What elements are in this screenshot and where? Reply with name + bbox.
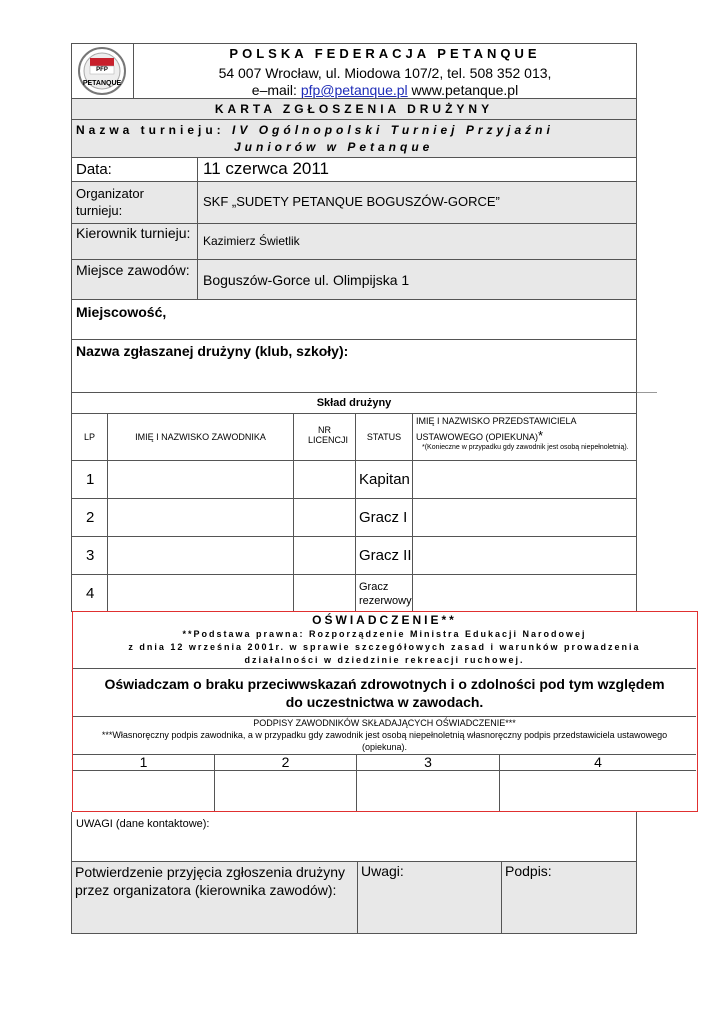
row-license-cell[interactable] — [294, 575, 356, 612]
roster-title-text: Skład drużyny — [316, 397, 392, 409]
table-row — [71, 499, 637, 537]
confirmation-signature-label: Podpis: — [505, 863, 552, 879]
info-value-date: 11 czerwca 2011 — [203, 159, 329, 178]
col-guardian — [416, 415, 634, 452]
col-guardian-text: IMIĘ I NAZWISKO PRZEDSTAWICIELA USTAWOWEGO (OPIEKUNA) — [416, 416, 577, 442]
email-prefix: e–mail: — [251, 82, 301, 98]
confirmation-notes[interactable] — [358, 862, 502, 933]
remarks-row[interactable] — [71, 812, 637, 862]
org-address: 54 007 Wrocław, ul. Miodowa 107/2, tel. 508 352 013, — [218, 65, 552, 81]
signature-col-number: 1 — [139, 754, 148, 770]
team-name-row[interactable] — [71, 340, 637, 393]
signature-field-2[interactable] — [215, 771, 357, 811]
legal-line3: działalności w dziedzinie rekreacji ruchowej. — [244, 655, 525, 665]
col-guardian-star: * — [538, 428, 544, 443]
row-status: Gracz II — [356, 537, 413, 574]
legal-line1: **Podstawa prawna: Rozporządzenie Ministra Edukacji Narodowej — [182, 629, 587, 639]
divider — [73, 668, 696, 669]
info-row-date — [71, 158, 637, 182]
info-row-manager — [71, 224, 637, 260]
info-label-manager: Kierownik turnieju: — [72, 224, 198, 259]
tournament-block — [71, 120, 637, 158]
info-label-organizer: Organizator turnieju: — [72, 182, 198, 223]
col-guardian-note: *(Konieczne w przypadku gdy zawodnik jest osobą niepełnoletnią). — [422, 444, 629, 451]
signature-grid — [73, 754, 696, 811]
logo — [72, 44, 134, 99]
table-row — [71, 537, 637, 575]
confirmation-row — [71, 862, 637, 934]
statement-title: OŚWIADCZENIE** — [312, 613, 457, 627]
signature-col-number: 3 — [424, 754, 432, 770]
email-link[interactable]: pfp@petanque.pl — [300, 82, 408, 98]
info-row-venue — [71, 260, 637, 300]
row-license-cell[interactable] — [294, 537, 356, 574]
form-title — [71, 99, 637, 120]
confirmation-signature[interactable] — [502, 862, 636, 933]
website: www.petanque.pl — [407, 82, 519, 98]
row-lp: 4 — [72, 575, 108, 612]
row-status: Kapitan — [356, 461, 413, 498]
logo-text-bottom: PETANQUE — [82, 80, 122, 87]
row-status: Gracz rezerwowy — [356, 575, 413, 612]
col-name: IMIĘ I NAZWISKO ZAWODNIKA — [108, 414, 294, 460]
remarks-label: UWAGI (dane kontaktowe): — [76, 818, 210, 830]
col-lp: LP — [72, 414, 108, 460]
tournament-line1 — [76, 123, 554, 137]
row-name-cell[interactable] — [108, 575, 294, 612]
logo-text-top: PFP — [96, 67, 108, 73]
roster-header-row — [71, 414, 637, 461]
signature-col-number: 4 — [594, 754, 602, 770]
row-name-cell[interactable] — [108, 461, 294, 498]
row-guardian-cell[interactable] — [413, 461, 637, 498]
row-guardian-cell[interactable] — [413, 499, 637, 536]
signatures-note: ***Własnoręczny podpis zawodnika, a w przypadku gdy zawodnik jest osobą niepełnoletnią własnoręczny podpis przedstawiciela ustawowego (opiekuna). — [101, 730, 668, 752]
tournament-name-line1: IV Ogólnopolski Turniej Przyjaźni — [232, 123, 554, 137]
city-row[interactable] — [71, 300, 637, 340]
info-value-organizer: SKF „SUDETY PETANQUE BOGUSZÓW-GORCE” — [203, 194, 500, 209]
row-lp: 2 — [72, 499, 108, 536]
row-name-cell[interactable] — [108, 499, 294, 536]
signature-field-4[interactable] — [500, 771, 696, 811]
signatures-title: PODPISY ZAWODNIKÓW SKŁADAJĄCYCH OŚWIADCZENIE*** — [253, 718, 516, 728]
info-value-venue: Boguszów-Gorce ul. Olimpijska 1 — [203, 272, 410, 288]
team-name-label: Nazwa zgłaszanej drużyny (klub, szkoły): — [76, 343, 349, 359]
row-lp: 1 — [72, 461, 108, 498]
divider — [73, 716, 696, 717]
table-row — [71, 575, 637, 612]
org-contact — [134, 82, 636, 98]
row-name-cell[interactable] — [108, 537, 294, 574]
form-title-text: KARTA ZGŁOSZENIA DRUŻYNY — [214, 102, 494, 116]
declaration: Oświadczam o braku przeciwwskazań zdrowotnych i o zdolności pod tym względem do uczestnictwa w zawodach. — [104, 676, 665, 710]
divider-line — [637, 392, 657, 393]
row-license-cell[interactable] — [294, 499, 356, 536]
row-guardian-cell[interactable] — [413, 537, 637, 574]
info-label-date: Data: — [72, 158, 198, 181]
row-guardian-cell[interactable] — [413, 575, 637, 612]
confirmation-label: Potwierdzenie przyjęcia zgłoszenia drużyny przez organizatora (kierownika zawodów): — [72, 862, 358, 933]
info-value-manager: Kazimierz Świetlik — [203, 234, 300, 248]
roster-title — [71, 393, 637, 414]
info-row-organizer — [71, 182, 637, 224]
city-label: Miejscowość, — [76, 304, 167, 320]
col-status: STATUS — [356, 414, 413, 460]
legal-line2: z dnia 12 września 2001r. w sprawie szczegółowych zasad i warunków prowadzenia — [128, 642, 641, 652]
info-label-venue: Miejsce zawodów: — [72, 260, 198, 299]
tournament-label: Nazwa turnieju: — [76, 123, 225, 137]
row-lp: 3 — [72, 537, 108, 574]
signature-field-1[interactable] — [73, 771, 215, 811]
confirmation-notes-label: Uwagi: — [361, 863, 404, 879]
statement-block — [72, 611, 698, 812]
row-status: Gracz I — [356, 499, 413, 536]
signature-col-number: 2 — [281, 754, 290, 770]
header-block — [71, 43, 637, 99]
row-license-cell[interactable] — [294, 461, 356, 498]
org-name: POLSKA FEDERACJA PETANQUE — [229, 46, 541, 61]
signature-field-3[interactable] — [357, 771, 500, 811]
table-row — [71, 461, 637, 499]
col-license: NR LICENCJI — [294, 414, 356, 460]
tournament-name-line2: Juniorów w Petanque — [234, 140, 434, 154]
